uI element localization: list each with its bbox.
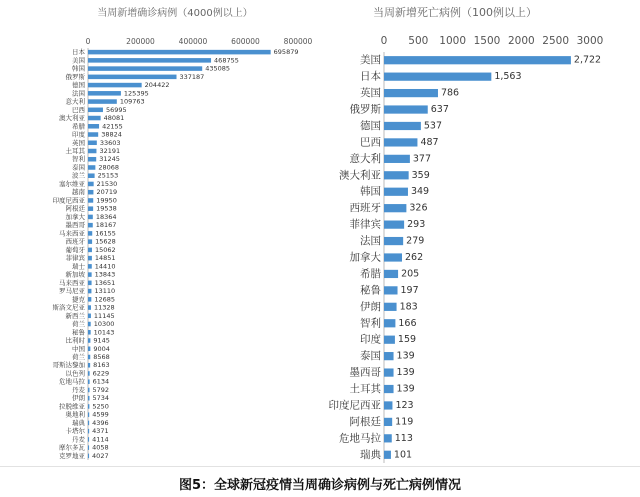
bar (88, 272, 92, 277)
bar (384, 253, 402, 261)
category-label: 加拿大 (65, 212, 85, 221)
category-label: 波兰 (72, 171, 85, 180)
bar (384, 122, 421, 130)
bar (88, 355, 90, 360)
category-label: 新西兰 (65, 311, 85, 320)
data-label: 33603 (99, 138, 121, 147)
category-label: 俄罗斯 (349, 103, 381, 116)
bar (384, 385, 394, 393)
category-label: 智利 (72, 155, 85, 164)
x-tick-label: 800000 (283, 37, 313, 46)
data-label: 337187 (179, 72, 205, 81)
bar (88, 99, 117, 104)
category-label: 西班牙 (349, 202, 381, 215)
category-label: 瑞士 (72, 262, 85, 271)
x-tick-label: 500 (408, 35, 429, 47)
bar (88, 248, 92, 253)
bar (88, 182, 94, 187)
data-label: 11145 (93, 311, 115, 320)
x-tick-label: 1500 (473, 35, 501, 47)
data-label: 56995 (105, 105, 127, 114)
bar (88, 281, 92, 286)
bar (384, 270, 398, 278)
data-label: 13110 (94, 287, 116, 296)
data-label: 21530 (96, 179, 118, 188)
category-label: 菲律宾 (349, 218, 381, 231)
category-label: 德国 (72, 81, 85, 90)
data-label: 204422 (144, 81, 170, 90)
category-label: 印度尼西亚 (328, 399, 381, 412)
x-tick-label: 0 (380, 35, 388, 47)
bar (88, 305, 91, 310)
data-label: 4114 (92, 435, 109, 444)
bar (88, 454, 89, 459)
category-label: 加拿大 (349, 251, 381, 264)
data-label: 18167 (95, 221, 117, 230)
category-label: 哥斯达黎加 (52, 361, 85, 370)
data-label: 25153 (97, 171, 119, 180)
category-label: 巴西 (72, 105, 85, 114)
category-label: 瑞典 (72, 418, 85, 427)
bar (384, 188, 408, 196)
category-label: 丹麦 (72, 435, 85, 444)
category-label: 泰国 (72, 163, 85, 172)
bar (384, 56, 571, 64)
category-label: 秘鲁 (72, 328, 85, 337)
data-label: 123 (395, 399, 414, 411)
data-label: 695879 (273, 48, 299, 57)
x-tick-label: 400000 (178, 37, 208, 46)
data-label: 6134 (92, 377, 110, 386)
category-label: 希腊 (72, 122, 85, 131)
bar (88, 91, 121, 96)
category-label: 伊朗 (360, 300, 381, 313)
bar (88, 140, 97, 145)
bar (88, 215, 93, 220)
category-label: 日本 (72, 48, 85, 57)
data-label: 637 (430, 104, 449, 116)
bar (88, 206, 93, 211)
bar (88, 132, 98, 137)
data-label: 14410 (94, 262, 116, 271)
data-label: 4058 (92, 443, 109, 452)
category-label: 意大利 (65, 97, 85, 106)
bar (88, 429, 89, 434)
bar (88, 83, 142, 88)
category-label: 拉脱维亚 (59, 402, 85, 411)
bar (88, 379, 90, 384)
category-label: 墨西哥 (349, 366, 381, 379)
bar (88, 190, 93, 195)
bar (88, 297, 91, 302)
data-label: 5250 (92, 402, 109, 411)
bar (88, 165, 95, 170)
bar (384, 303, 397, 311)
data-label: 8163 (93, 361, 110, 370)
category-label: 智利 (360, 317, 381, 330)
bar (384, 89, 438, 97)
category-label: 韩国 (360, 185, 381, 198)
chart-title: 当周新增死亡病例（100例以上） (373, 6, 537, 19)
bar (88, 256, 92, 261)
bar (384, 451, 391, 459)
category-label: 奥地利 (65, 410, 85, 419)
data-label: 205 (401, 268, 420, 280)
data-label: 119 (395, 416, 414, 428)
data-label: 262 (404, 252, 424, 263)
bar (384, 155, 410, 163)
data-label: 487 (420, 136, 439, 148)
bar (88, 330, 91, 335)
data-label: 20719 (96, 188, 118, 197)
data-label: 139 (396, 383, 415, 395)
data-label: 197 (400, 284, 419, 296)
data-label: 326 (409, 202, 428, 214)
bar (384, 401, 392, 409)
bar (88, 346, 90, 351)
data-label: 293 (407, 219, 426, 231)
category-label: 伊朗 (72, 394, 85, 403)
bar (384, 286, 398, 294)
data-label: 42155 (102, 122, 123, 131)
category-label: 葡萄牙 (65, 245, 85, 254)
bar (88, 124, 99, 129)
data-label: 359 (411, 169, 430, 181)
bar (88, 314, 91, 319)
bar (88, 149, 96, 154)
category-label: 马来西亚 (59, 278, 85, 287)
data-label: 786 (440, 87, 460, 99)
bar (384, 105, 428, 113)
data-label: 5734 (92, 394, 110, 403)
category-label: 俄罗斯 (65, 72, 85, 81)
bar (88, 412, 89, 417)
bar (384, 204, 406, 212)
category-label: 美国 (72, 56, 85, 65)
bar (384, 434, 392, 442)
bar (88, 289, 91, 294)
data-label: 48081 (103, 114, 125, 123)
category-label: 克罗地亚 (59, 451, 85, 460)
category-label: 阿根廷 (349, 415, 381, 428)
bar (88, 445, 89, 450)
x-tick-label: 0 (85, 37, 91, 46)
caption-divider (0, 466, 640, 467)
bar (88, 239, 92, 244)
data-label: 4599 (92, 410, 109, 419)
category-label: 罗马尼亚 (59, 287, 85, 296)
data-label: 38824 (101, 130, 122, 139)
bar (88, 116, 101, 121)
category-label: 韩国 (72, 64, 85, 73)
data-label: 377 (412, 153, 432, 165)
data-label: 13651 (94, 278, 116, 287)
data-label: 19950 (96, 196, 117, 205)
category-label: 卡塔尔 (65, 427, 85, 436)
data-label: 32191 (99, 147, 121, 155)
category-label: 荷兰 (72, 320, 85, 329)
data-label: 183 (399, 301, 418, 313)
category-label: 荷兰 (72, 353, 85, 361)
category-label: 澳大利亚 (59, 114, 85, 123)
x-tick-label: 200000 (126, 37, 155, 46)
bar (88, 363, 90, 368)
category-label: 美国 (360, 54, 381, 67)
category-label: 英国 (72, 138, 85, 147)
category-label: 危地马拉 (59, 377, 85, 386)
deaths-chart (320, 0, 640, 466)
data-label: 11328 (93, 303, 115, 312)
category-label: 丹麦 (72, 385, 85, 394)
bar (384, 368, 394, 376)
data-label: 6229 (92, 369, 110, 378)
data-label: 15062 (94, 245, 116, 254)
x-tick-label: 3000 (576, 35, 604, 47)
bar (384, 221, 404, 229)
category-label: 德国 (360, 119, 381, 132)
data-label: 4396 (92, 418, 109, 427)
category-label: 比利时 (65, 336, 85, 345)
category-label: 希腊 (360, 267, 381, 280)
bar (88, 198, 93, 203)
category-label: 日本 (360, 70, 381, 83)
category-label: 瑞典 (360, 448, 381, 461)
category-label: 危地马拉 (339, 432, 381, 445)
data-label: 113 (394, 432, 413, 444)
bar (384, 73, 491, 81)
category-label: 墨西哥 (65, 221, 85, 230)
data-label: 435085 (205, 64, 231, 73)
bar (88, 322, 91, 327)
data-label: 10300 (93, 320, 115, 329)
category-label: 越南 (72, 188, 85, 197)
bar (88, 421, 89, 426)
category-label: 秘鲁 (360, 284, 381, 297)
data-label: 125395 (123, 89, 149, 98)
x-tick-label: 2000 (507, 35, 535, 47)
data-label: 2,722 (573, 54, 602, 66)
category-label: 中国 (72, 344, 85, 353)
category-label: 阿根廷 (65, 204, 85, 213)
x-tick-label: 2500 (542, 35, 570, 47)
bar (384, 418, 392, 426)
category-label: 土耳其 (65, 147, 85, 155)
category-label: 新加坡 (65, 270, 85, 279)
bar (88, 396, 90, 401)
category-label: 泰国 (360, 350, 381, 363)
bar (384, 171, 409, 179)
data-label: 537 (423, 120, 443, 132)
category-label: 马来西亚 (59, 229, 85, 238)
category-label: 法国 (360, 235, 381, 248)
category-label: 澳大利亚 (339, 169, 381, 182)
category-label: 土耳其 (349, 383, 381, 396)
bar (88, 75, 177, 80)
category-label: 塞尔维亚 (59, 179, 85, 188)
bar (384, 237, 403, 245)
category-label: 英国 (360, 87, 381, 100)
x-tick-label: 600000 (231, 37, 260, 46)
bar (88, 173, 95, 178)
bar (88, 404, 89, 409)
data-label: 16155 (95, 229, 116, 238)
data-label: 4027 (92, 451, 109, 460)
chart-title: 当周新增确诊病例（4000例以上） (97, 8, 253, 19)
data-label: 139 (396, 350, 415, 362)
category-label: 印度尼西亚 (52, 196, 85, 205)
data-label: 9145 (93, 336, 110, 345)
data-label: 159 (397, 334, 417, 346)
data-label: 1,563 (494, 71, 522, 83)
data-label: 5792 (92, 385, 110, 394)
category-label: 斯洛文尼亚 (52, 303, 85, 312)
category-label: 法国 (72, 89, 85, 98)
data-label: 166 (398, 317, 417, 329)
bar (88, 264, 92, 269)
category-label: 意大利 (349, 152, 381, 165)
bar (88, 388, 90, 393)
confirmed-cases-chart (0, 0, 320, 466)
bar (88, 108, 103, 113)
data-label: 139 (396, 367, 415, 379)
data-label: 8568 (93, 353, 110, 361)
data-label: 10143 (93, 328, 115, 337)
bar (88, 50, 271, 55)
bar (88, 338, 90, 343)
data-label: 14851 (94, 254, 116, 263)
category-label: 印度 (360, 333, 381, 346)
bar (88, 58, 211, 63)
data-label: 12685 (94, 295, 116, 304)
bar (88, 66, 202, 71)
data-label: 109763 (119, 97, 145, 106)
data-label: 19538 (96, 204, 117, 213)
data-label: 349 (410, 186, 430, 198)
figure-caption: 图5：全球新冠疫情当周确诊病例与死亡病例情况 (178, 478, 462, 493)
data-label: 9004 (93, 344, 110, 353)
bar (88, 371, 90, 376)
category-label: 捷克 (72, 295, 85, 304)
bar (384, 319, 395, 327)
data-label: 31245 (99, 155, 120, 164)
data-label: 4371 (92, 427, 109, 436)
data-label: 468755 (214, 56, 239, 65)
data-label: 18364 (95, 212, 117, 221)
bar (88, 223, 93, 228)
x-tick-label: 1000 (439, 35, 467, 47)
bar (384, 336, 395, 344)
bar (384, 352, 394, 360)
bar (88, 157, 96, 162)
category-label: 巴西 (360, 136, 381, 149)
bar (88, 437, 89, 442)
category-label: 印度 (72, 130, 85, 139)
data-label: 28068 (98, 163, 120, 172)
category-label: 以色列 (65, 369, 85, 378)
data-label: 279 (406, 235, 425, 247)
data-label: 15628 (95, 237, 116, 246)
data-label: 13843 (94, 270, 116, 279)
category-label: 摩尔多瓦 (59, 443, 85, 452)
category-label: 西班牙 (65, 237, 85, 246)
category-label: 菲律宾 (65, 254, 85, 263)
data-label: 101 (393, 449, 413, 461)
bar (384, 138, 417, 146)
bar (88, 231, 92, 236)
